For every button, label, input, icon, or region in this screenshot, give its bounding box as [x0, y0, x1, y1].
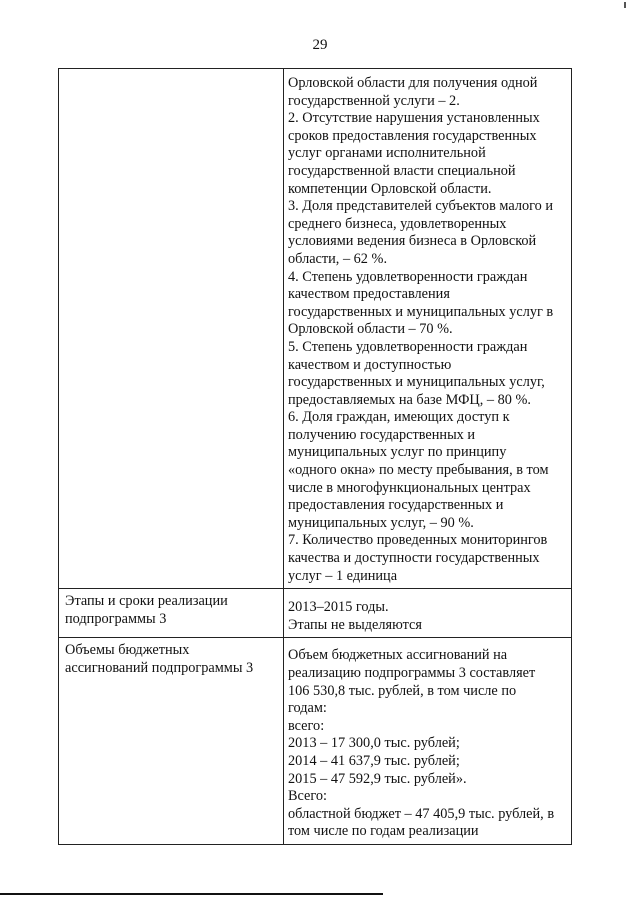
text-line: среднего бизнеса, удовлетворенных — [288, 215, 507, 232]
table-cell-value — [284, 638, 572, 845]
text-line: 4. Степень удовлетворенности граждан — [288, 268, 528, 285]
text-line: услуг органами исполнительной — [288, 145, 486, 162]
text-line: 106 530,8 тыс. рублей, в том числе по — [288, 682, 517, 699]
text-line: 2015 – 47 592,9 тыс. рублей». — [288, 770, 467, 787]
text-line: Объемы бюджетных — [65, 642, 190, 659]
text-line: качества и доступности государственных — [288, 550, 540, 567]
text-line: Этапы не выделяются — [288, 616, 422, 633]
page-number: 29 — [312, 37, 328, 53]
text-line: ассигнований подпрограммы 3 — [65, 660, 254, 676]
text-line: «одного окна» по месту пребывания, в том — [288, 462, 549, 479]
text-line: 7. Количество проведенных мониторингов — [288, 532, 548, 549]
text-line: всего: — [288, 717, 325, 734]
text-line: услуг – 1 единица — [288, 567, 398, 584]
text-line: 3. Доля представителей субъектов малого и — [288, 198, 553, 215]
table-row — [59, 638, 572, 845]
text-line: областной бюджет – 47 405,9 тыс. рублей, в — [288, 805, 555, 822]
text-line: реализацию подпрограммы 3 составляет — [288, 665, 536, 681]
text-line: качеством и доступностью — [288, 356, 452, 373]
text-line: 2013–2015 годы. — [288, 599, 389, 616]
table-row — [59, 69, 572, 589]
text-line: получению государственных и — [288, 426, 476, 443]
text-line: области, – 62 %. — [288, 250, 388, 267]
text-line: качеством предоставления — [288, 286, 450, 303]
text-line: Объем бюджетных ассигнований на — [288, 647, 508, 664]
text-line: предоставления государственных и — [288, 497, 504, 514]
table-cell-label — [59, 589, 284, 638]
text-line: государственных и муниципальных услуг, — [288, 374, 545, 391]
table-cell-value — [284, 589, 572, 638]
text-line: подпрограммы 3 — [65, 610, 167, 627]
table-cell-label — [59, 638, 284, 845]
cell-text — [59, 589, 283, 631]
cell-text — [59, 638, 283, 680]
text-line: компетенции Орловской области. — [288, 180, 492, 197]
text-line: муниципальных услуг, – 90 %. — [288, 514, 474, 531]
text-line: 6. Доля граждан, имеющих доступ к — [288, 409, 510, 426]
table-row — [59, 589, 572, 638]
text-line: годам: — [288, 700, 327, 717]
text-line: 5. Степень удовлетворенности граждан — [288, 338, 528, 355]
scan-mark — [624, 2, 626, 8]
text-line: Этапы и сроки реализации — [65, 593, 228, 610]
text-line: государственной услуги – 2. — [288, 92, 460, 109]
cell-text — [284, 589, 571, 637]
text-line: муниципальных услуг по принципу — [288, 444, 507, 461]
program-passport-table — [58, 68, 572, 845]
table-cell-value — [284, 69, 572, 589]
footer-rule — [0, 893, 383, 895]
text-line: 2. Отсутствие нарушения установленных — [288, 110, 540, 127]
cell-text — [284, 69, 571, 588]
text-line: сроков предоставления государственных — [288, 127, 537, 144]
text-line: условиями ведения бизнеса в Орловской — [288, 233, 537, 250]
cell-text — [59, 69, 283, 76]
text-line: государственной власти специальной — [288, 162, 516, 179]
text-line: 2014 – 41 637,9 тыс. рублей; — [288, 752, 460, 769]
text-line: числе в многофункциональных центрах — [288, 479, 531, 496]
table-cell-label — [59, 69, 284, 589]
text-line: Всего: — [288, 788, 328, 805]
text-line: том числе по годам реализации — [288, 823, 479, 840]
text-line: государственных и муниципальных услуг в — [288, 303, 554, 320]
text-line: 2013 – 17 300,0 тыс. рублей; — [288, 735, 460, 752]
text-line: предоставляемых на базе МФЦ, – 80 %. — [288, 391, 531, 408]
text-line: Орловской области – 70 %. — [288, 321, 453, 338]
text-line: Орловской области для получения одной — [288, 75, 538, 91]
cell-text — [284, 638, 571, 844]
